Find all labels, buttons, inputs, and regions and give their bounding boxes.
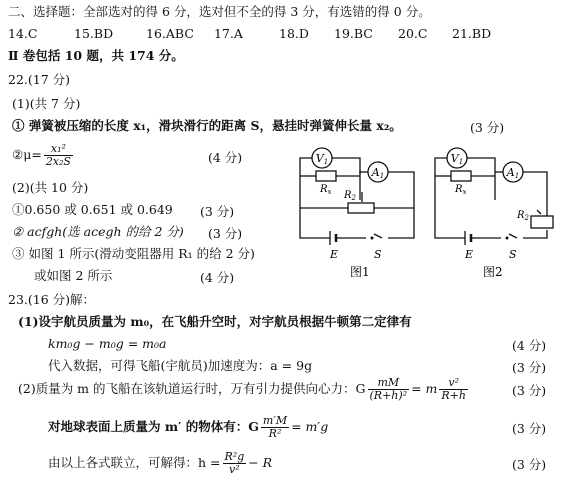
rx-label-2: $R_x$ — [455, 184, 467, 196]
rheostat-r2-2 — [531, 216, 553, 228]
q22-sub2-title: (2)(共 10 分) — [12, 180, 89, 195]
answer-17: 17.A — [214, 26, 243, 41]
answer-18: 18.D — [279, 26, 309, 41]
q23-line3: 代入数据，可得飞船(宇航员)加速度为：a = 9g — [48, 358, 313, 373]
q22-item2-points: (4 分) — [208, 150, 243, 165]
voltmeter-1-label: V1 — [315, 152, 329, 166]
q23-line5: 对地球表面上质量为 m′ 的物体有：G $\frac{m'M}{\text{R²}}$ = m′g — [48, 414, 329, 440]
resistor-rx-2 — [451, 171, 471, 181]
mu-numerator: x₁² — [44, 143, 73, 156]
q23-line2: km₀g − m₀g = m₀a — [48, 336, 167, 351]
answer-14: 14.C — [8, 26, 38, 41]
q22-item3: ①0.650 或 0.651 或 0.649 — [12, 202, 173, 217]
q23-line4: (2)质量为 m 的飞船在该轨道运行时，万有引力提供向心力：G $\frac{mM}{\text{(R+h)²}}$ = m $\frac{\text{v²}}{R+h}$ — [18, 376, 466, 402]
answer-21: 21.BD — [452, 26, 492, 41]
q22-sub1-title: (1)(共 7 分) — [12, 96, 81, 111]
q22-item2 — [12, 140, 75, 170]
q22-item5: ③ 如图 1 所示(滑动变阻器用 R₁ 的给 2 分) — [12, 246, 255, 261]
rx-label-1: $R_x$ — [320, 184, 332, 196]
mu-denominator: 2x₂S — [45, 155, 71, 168]
ammeter-1-label: A1 — [371, 166, 385, 180]
part2-header: Ⅱ 卷包括 10 题，共 174 分。 — [8, 48, 184, 63]
q23-title: 23.(16 分)解： — [8, 292, 96, 307]
s-label-1: S — [374, 248, 382, 261]
q22-title: 22.(17 分) — [8, 72, 71, 87]
answer-20: 20.C — [398, 26, 428, 41]
mu-formula-prefix: ②μ= — [12, 147, 42, 162]
figure-2-caption: 图2 — [483, 265, 503, 279]
ammeter-2-label: A1 — [506, 166, 520, 180]
q22-item1-points: (3 分) — [470, 120, 505, 135]
surface-gravity-fraction: $\frac{m'M}{\text{R²}}$ — [262, 414, 288, 440]
rheostat-r2-1 — [348, 203, 374, 213]
q22-item6: 或如图 2 所示 — [34, 268, 113, 283]
choice-section-header: 二、选择题：全部选对的得 6 分，选对但不全的得 3 分，有选错的得 0 分。 — [8, 4, 431, 19]
s-label-2: S — [509, 248, 517, 261]
answer-16: 16.ABC — [146, 26, 194, 41]
q22-item4: ② acfgh(选 acegh 的给 2 分) — [12, 224, 184, 239]
q23-line6: 由以上各式联立，可解得：h = $\frac{\text{R²g}}{\text{v²}}$ − R — [48, 450, 273, 476]
e-label-2: E — [465, 248, 474, 261]
switch-2-contact — [506, 237, 509, 240]
battery-2 — [465, 231, 475, 245]
height-fraction: $\frac{\text{R²g}}{\text{v²}}$ — [224, 450, 245, 476]
q23-line6-points: (3 分) — [512, 457, 547, 472]
voltmeter-2-label: V1 — [450, 152, 464, 166]
figure-1-caption: 图1 — [350, 265, 370, 279]
q22-item3-points: (3 分) — [200, 204, 235, 219]
q22-item1: ① 弹簧被压缩的长度 x₁，滑块滑行的距离 S，悬挂时弹簧伸长量 x₂。 — [12, 118, 402, 133]
r2-label-1: $R_2$ — [344, 190, 356, 202]
q23-line5-points: (3 分) — [512, 421, 547, 436]
q22-item6-points: (4 分) — [200, 270, 235, 285]
resistor-rx-1 — [316, 171, 336, 181]
e-label-1: E — [330, 248, 339, 261]
centripetal-fraction: $\frac{\text{v²}}{R+h}$ — [441, 376, 466, 402]
answer-15: 15.BD — [74, 26, 114, 41]
answer-19: 19.BC — [334, 26, 373, 41]
circuit-figure-2 — [425, 140, 560, 280]
q23-line1: (1)设宇航员质量为 m₀，在飞船升空时，对宇航员根据牛顿第二定律有 — [18, 314, 412, 329]
switch-1-contact — [371, 237, 374, 240]
q23-line3-points: (3 分) — [512, 360, 547, 375]
q23-line2-points: (4 分) — [512, 338, 547, 353]
circuit-figure-1 — [290, 140, 430, 280]
q23-line4-points: (3 分) — [512, 383, 547, 398]
gravity-fraction: $\frac{mM}{\text{(R+h)²}}$ — [369, 376, 408, 402]
q22-item4-points: (3 分) — [208, 226, 243, 241]
battery-1 — [330, 231, 340, 245]
r2-label-2: $R_2$ — [517, 210, 529, 222]
mu-fraction — [44, 143, 73, 168]
